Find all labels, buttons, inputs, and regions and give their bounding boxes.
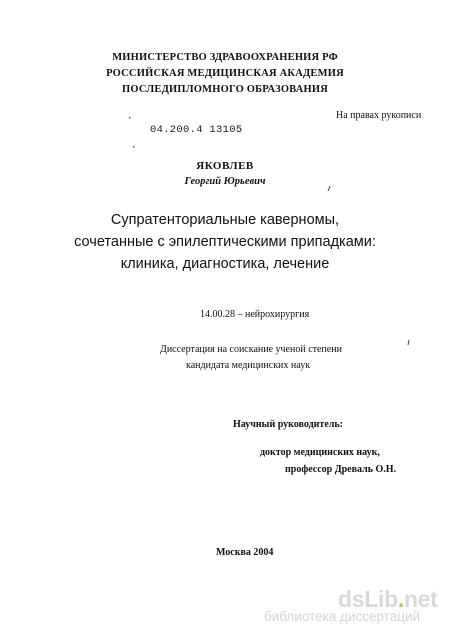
author-surname: ЯКОВЛЕВ: [196, 160, 254, 172]
supervisor-label: Научный руководитель:: [233, 419, 343, 430]
author-name: Георгий Юрьевич: [184, 176, 266, 187]
dissertation-line-2: кандидата медицинских наук: [186, 360, 311, 371]
supervisor-name: профессор Древаль О.Н.: [285, 464, 397, 475]
registry-code: 04.200.4 13105: [150, 124, 243, 136]
library-tagline: библиотека диссертаций: [264, 609, 421, 624]
city-year: Москва 2004: [216, 547, 274, 558]
ministry-line-2: РОССИЙСКАЯ МЕДИЦИНСКАЯ АКАДЕМИЯ: [106, 68, 344, 79]
manuscript-note: На правах рукописи: [336, 110, 422, 121]
dissertation-line-1: Диссертация на соискание ученой степени: [160, 344, 342, 355]
title-line-3: клиника, диагностика, лечение: [120, 256, 330, 272]
ministry-line-1: МИНИСТЕРСТВО ЗДРАВООХРАНЕНИЯ РФ: [112, 52, 338, 63]
speck-mark: [133, 146, 135, 148]
speck-mark: [129, 117, 131, 119]
supervisor-degree: доктор медицинских наук,: [260, 447, 380, 458]
logo-tld-text: net: [403, 586, 438, 612]
title-line-1: Супратенториальные каверномы,: [110, 212, 340, 228]
ministry-line-3: ПОСЛЕДИПЛОМНОГО ОБРАЗОВАНИЯ: [121, 84, 329, 95]
title-line-2: сочетанные с эпилептическими припадками:: [74, 234, 376, 250]
stray-stroke-mark: [328, 186, 330, 191]
specialty-code: 14.00.28 – нейрохирургия: [200, 309, 310, 320]
stray-stroke-mark: [408, 340, 409, 345]
logo-dot: .: [397, 586, 404, 612]
logo-main-text: dsLib: [338, 586, 398, 612]
